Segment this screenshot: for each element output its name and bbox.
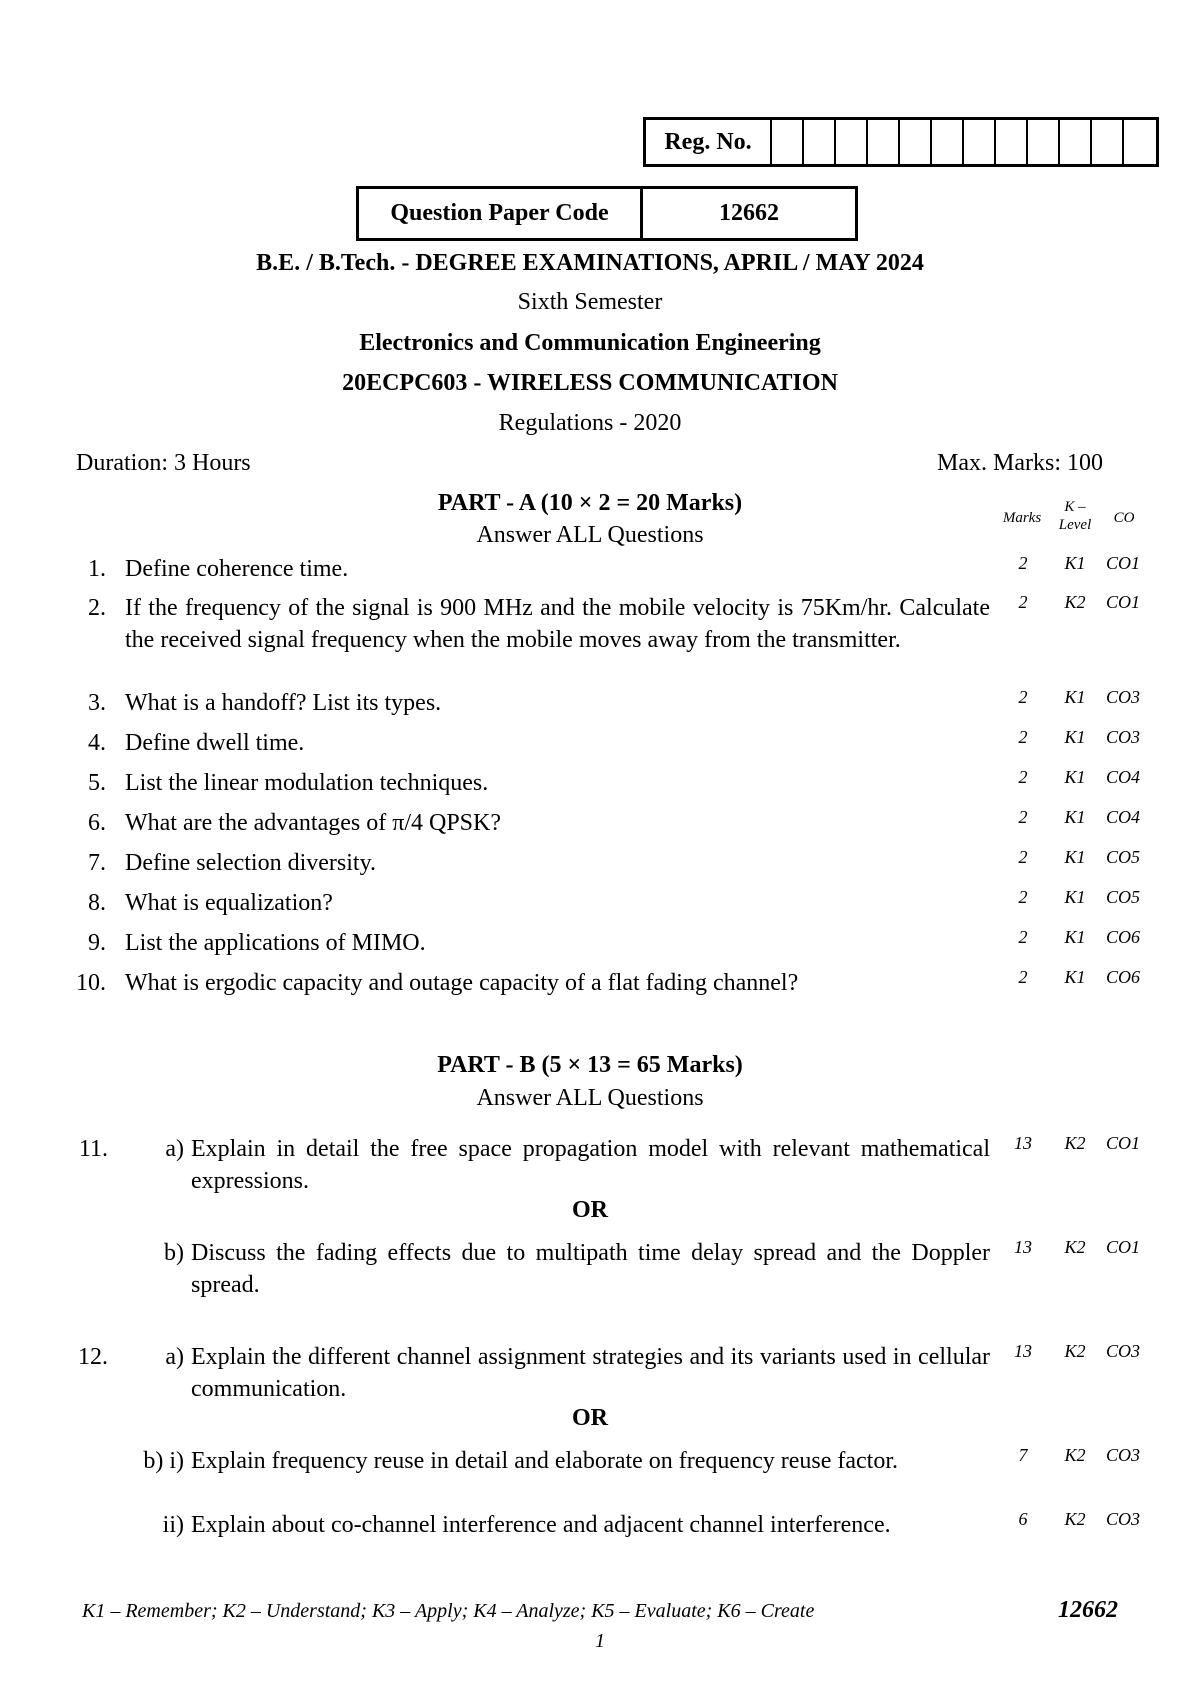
question-text: List the applications of MIMO. — [125, 930, 426, 956]
question-marks: 2 — [1018, 847, 1028, 867]
qp-code-label: Question Paper Code — [359, 189, 643, 238]
question-co: CO1 — [1105, 592, 1140, 612]
qp-code-value: 12662 — [719, 200, 779, 226]
question-marks: 13 — [1014, 1237, 1032, 1257]
question-k-level: K1 — [1064, 767, 1086, 787]
question-number: 8. — [88, 890, 106, 916]
reg-no-cell[interactable] — [996, 120, 1028, 164]
reg-no-cell[interactable] — [1028, 120, 1060, 164]
reg-no-box — [643, 117, 1159, 167]
question-k-level: K1 — [1064, 807, 1086, 827]
question-co: CO3 — [1105, 1445, 1140, 1465]
sub-question-label: ii) — [162, 1512, 184, 1538]
question-k-level: K1 — [1064, 847, 1086, 867]
question-marks: 2 — [1018, 727, 1028, 747]
question-paper-code-box — [356, 186, 858, 241]
department: Electronics and Communication Engineering — [359, 330, 821, 356]
question-number: 11. — [78, 1136, 108, 1162]
question-number: 2. — [88, 595, 106, 621]
question-k-level: K2 — [1064, 1445, 1086, 1465]
semester: Sixth Semester — [517, 289, 663, 315]
question-text: What is ergodic capacity and outage capacity of a flat fading channel? — [125, 970, 799, 996]
question-k-level: K2 — [1064, 1341, 1086, 1361]
question-text: Define selection diversity. — [125, 850, 377, 876]
reg-no-cell[interactable] — [868, 120, 900, 164]
part-a-instruction: Answer ALL Questions — [476, 522, 704, 548]
or-separator: OR — [572, 1405, 608, 1431]
max-marks: Max. Marks: 100 — [937, 450, 1103, 476]
question-marks: 13 — [1014, 1341, 1032, 1361]
question-marks: 7 — [1018, 1445, 1028, 1465]
question-marks: 2 — [1018, 887, 1028, 907]
question-co: CO3 — [1105, 1341, 1140, 1361]
question-k-level: K1 — [1064, 553, 1086, 573]
question-number: 9. — [88, 930, 106, 956]
question-marks: 2 — [1018, 553, 1028, 573]
question-co: CO3 — [1105, 1509, 1140, 1529]
footer-paper-code: 12662 — [1058, 1597, 1118, 1623]
question-marks: 2 — [1018, 927, 1028, 947]
part-b-instruction: Answer ALL Questions — [476, 1085, 704, 1111]
question-number: 10. — [76, 970, 106, 996]
question-marks: 13 — [1014, 1133, 1032, 1153]
question-co: CO1 — [1105, 1237, 1140, 1257]
question-text: Explain about co-channel interference and adjacent channel interference. — [191, 1512, 891, 1538]
question-marks: 2 — [1018, 592, 1028, 612]
question-co: CO3 — [1105, 687, 1140, 707]
question-text: Define dwell time. — [125, 730, 305, 756]
regulations: Regulations - 2020 — [498, 410, 682, 436]
question-marks: 2 — [1018, 687, 1028, 707]
question-k-level: K1 — [1064, 727, 1086, 747]
question-text: Explain frequency reuse in detail and elaborate on frequency reuse factor. — [191, 1448, 899, 1474]
question-marks: 6 — [1018, 1509, 1028, 1529]
question-co: CO1 — [1105, 553, 1140, 573]
reg-no-cell[interactable] — [964, 120, 996, 164]
sub-question-label: a) — [165, 1344, 184, 1370]
question-number: 5. — [88, 770, 106, 796]
marks-column-header: Marks — [1002, 510, 1042, 526]
question-co: CO5 — [1105, 887, 1140, 907]
question-number: 3. — [88, 690, 106, 716]
question-marks: 2 — [1018, 807, 1028, 827]
duration: Duration: 3 Hours — [76, 450, 251, 476]
question-k-level: K2 — [1064, 1133, 1086, 1153]
exam-title: B.E. / B.Tech. - DEGREE EXAMINATIONS, APRIL / MAY 2024 — [256, 250, 924, 276]
question-text: Explain in detail the free space propagation model with relevant mathematical expressions. — [191, 1136, 990, 1194]
question-k-level: K2 — [1064, 1237, 1086, 1257]
part-b-title: PART - B (5 × 13 = 65 Marks) — [437, 1052, 743, 1078]
reg-no-label: Reg. No. — [646, 120, 772, 164]
reg-no-cell[interactable] — [1124, 120, 1156, 164]
question-k-level: K2 — [1064, 1509, 1086, 1529]
question-co: CO6 — [1105, 927, 1140, 947]
sub-question-label: b) i) — [143, 1448, 184, 1474]
question-marks: 2 — [1018, 967, 1028, 987]
course-title: 20ECPC603 - WIRELESS COMMUNICATION — [342, 370, 838, 396]
question-k-level: K1 — [1064, 687, 1086, 707]
question-text: Define coherence time. — [125, 556, 349, 582]
question-number: 1. — [88, 556, 106, 582]
question-text: What are the advantages of π/4 QPSK? — [125, 810, 501, 836]
question-number: 4. — [88, 730, 106, 756]
question-co: CO3 — [1105, 727, 1140, 747]
part-a-title: PART - A (10 × 2 = 20 Marks) — [437, 490, 743, 516]
reg-no-cell[interactable] — [1060, 120, 1092, 164]
question-text: What is a handoff? List its types. — [125, 690, 442, 716]
k-level-top: K – — [1064, 499, 1086, 515]
question-co: CO1 — [1105, 1133, 1140, 1153]
k-level-legend: K1 – Remember; K2 – Understand; K3 – Apply; K4 – Analyze; K5 – Evaluate; K6 – Create — [82, 1600, 815, 1622]
or-separator: OR — [572, 1197, 608, 1223]
sub-question-label: b) — [164, 1240, 184, 1266]
question-k-level: K1 — [1064, 967, 1086, 987]
reg-no-cell[interactable] — [900, 120, 932, 164]
question-text: What is equalization? — [125, 890, 333, 916]
question-number: 7. — [88, 850, 106, 876]
question-text: List the linear modulation techniques. — [125, 770, 489, 796]
reg-no-cell[interactable] — [1092, 120, 1124, 164]
question-marks: 2 — [1018, 767, 1028, 787]
question-k-level: K1 — [1064, 887, 1086, 907]
question-k-level: K2 — [1064, 592, 1086, 612]
question-number: 6. — [88, 810, 106, 836]
question-k-level: K1 — [1064, 927, 1086, 947]
question-text: Explain the different channel assignment strategies and its variants used in cellular communication. — [191, 1344, 990, 1402]
sub-question-label: a) — [165, 1136, 184, 1162]
reg-no-cell[interactable] — [932, 120, 964, 164]
question-text: If the frequency of the signal is 900 MHz and the mobile velocity is 75Km/hr. Calculate the received signal frequency when the mobile moves away from the transmitter. — [125, 595, 990, 653]
question-co: CO5 — [1105, 847, 1140, 867]
reg-no-cell[interactable] — [836, 120, 868, 164]
co-column-header: CO — [1113, 510, 1135, 526]
k-level-column-header — [1052, 498, 1098, 534]
reg-no-cell[interactable] — [772, 120, 804, 164]
question-co: CO4 — [1105, 767, 1140, 787]
question-text: Discuss the fading effects due to multipath time delay spread and the Doppler spread. — [191, 1240, 990, 1298]
question-co: CO6 — [1105, 967, 1140, 987]
reg-no-cell[interactable] — [804, 120, 836, 164]
k-level-bottom: Level — [1058, 517, 1092, 533]
question-co: CO4 — [1105, 807, 1140, 827]
page-number: 1 — [595, 1630, 605, 1652]
question-number: 12. — [78, 1344, 108, 1370]
